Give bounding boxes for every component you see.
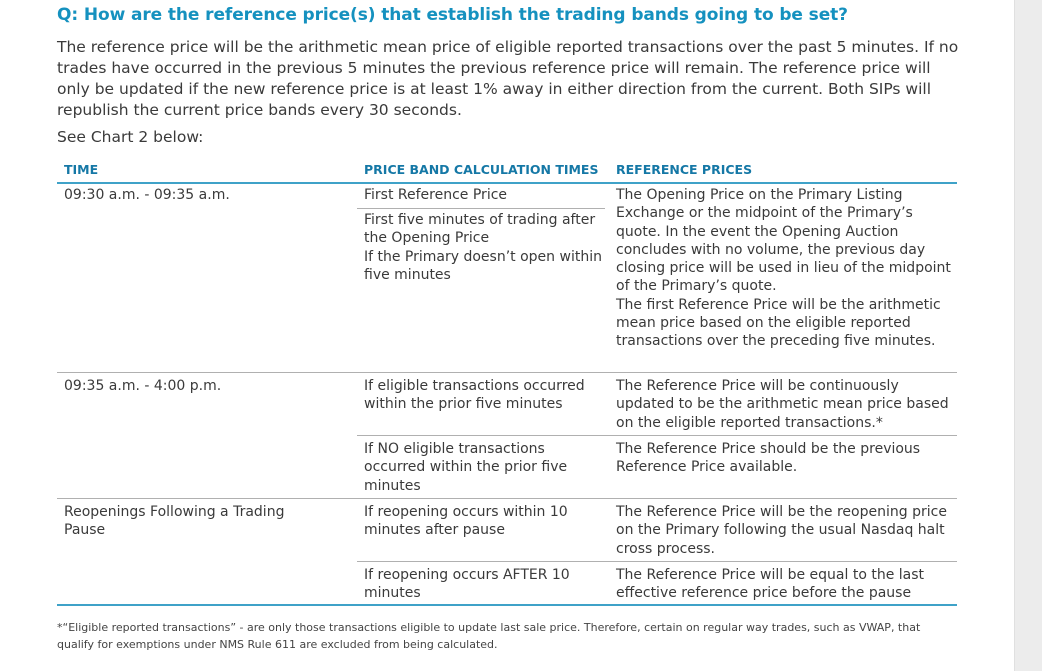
row1-calc-b: First five minutes of trading after the Opening Price If the Primary doesn’t open within five minutes xyxy=(364,212,602,283)
row-divider xyxy=(57,372,957,373)
header-time: TIME xyxy=(64,162,99,177)
row2-time: 09:35 a.m. - 4:00 p.m. xyxy=(64,378,222,394)
table-bottom-rule xyxy=(57,604,957,606)
row3-sub-divider xyxy=(357,561,957,562)
intro-paragraph: The reference price will be the arithmetic mean price of eligible reported transactions over the past 5 minutes. If no trades have occurred in the previous 5 minutes the previous reference price will remain. The reference price will only be updated if the new reference price is at least 1% away in either direction from the current. Both SIPs will republish the current price bands every 30 seconds. xyxy=(57,38,959,119)
footnote: *“Eligible reported transactions” - are only those transactions eligible to update last sale price. Therefore, certain on regular way trades, such as VWAP, that qualify for exemptions under NMS Rule 611 are excluded from being calculated. xyxy=(57,621,921,651)
question-heading: Q: How are the reference price(s) that establish the trading bands going to be set? xyxy=(57,5,848,25)
reference-price-table xyxy=(57,160,957,602)
row3-ref-b: The Reference Price will be equal to the last effective reference price before the pause xyxy=(616,567,925,602)
header-calc-times: PRICE BAND CALCULATION TIMES xyxy=(364,162,599,177)
row1-reference: The Opening Price on the Primary Listing Exchange or the midpoint of the Primary’s quote. In the event the Opening Auction concludes with no volume, the previous day closing price will be used in lieu of the midpoint of the Primary’s quote. The first Reference Price will be the arithmetic mean price based on the eligible reported transactions over the preceding five minutes. xyxy=(616,187,951,350)
row2-calc-a: If eligible transactions occurred within the prior five minutes xyxy=(364,378,585,413)
row-divider xyxy=(57,498,957,499)
row3-ref-a: The Reference Price will be the reopening price on the Primary following the usual Nasdaq halt cross process. xyxy=(616,504,947,557)
row2-calc-b: If NO eligible transactions occurred within the prior five minutes xyxy=(364,441,568,494)
row2-ref-b: The Reference Price should be the previous Reference Price available. xyxy=(616,441,921,476)
scrollbar[interactable] xyxy=(1014,0,1042,671)
table-header xyxy=(57,160,957,184)
see-chart-text: See Chart 2 below: xyxy=(57,128,204,146)
row3-calc-b: If reopening occurs AFTER 10 minutes xyxy=(364,567,570,602)
row3-calc-a: If reopening occurs within 10 minutes after pause xyxy=(364,504,568,539)
row2-ref-a: The Reference Price will be continuously updated to be the arithmetic mean price based on the eligible reported transactions.* xyxy=(616,378,949,431)
header-reference-prices: REFERENCE PRICES xyxy=(616,162,753,177)
row1-time: 09:30 a.m. - 09:35 a.m. xyxy=(64,187,230,203)
row1-sub-divider xyxy=(357,208,605,209)
row2-sub-divider xyxy=(357,435,957,436)
row1-calc-a: First Reference Price xyxy=(364,187,508,203)
row3-time: Reopenings Following a Trading Pause xyxy=(64,504,285,539)
